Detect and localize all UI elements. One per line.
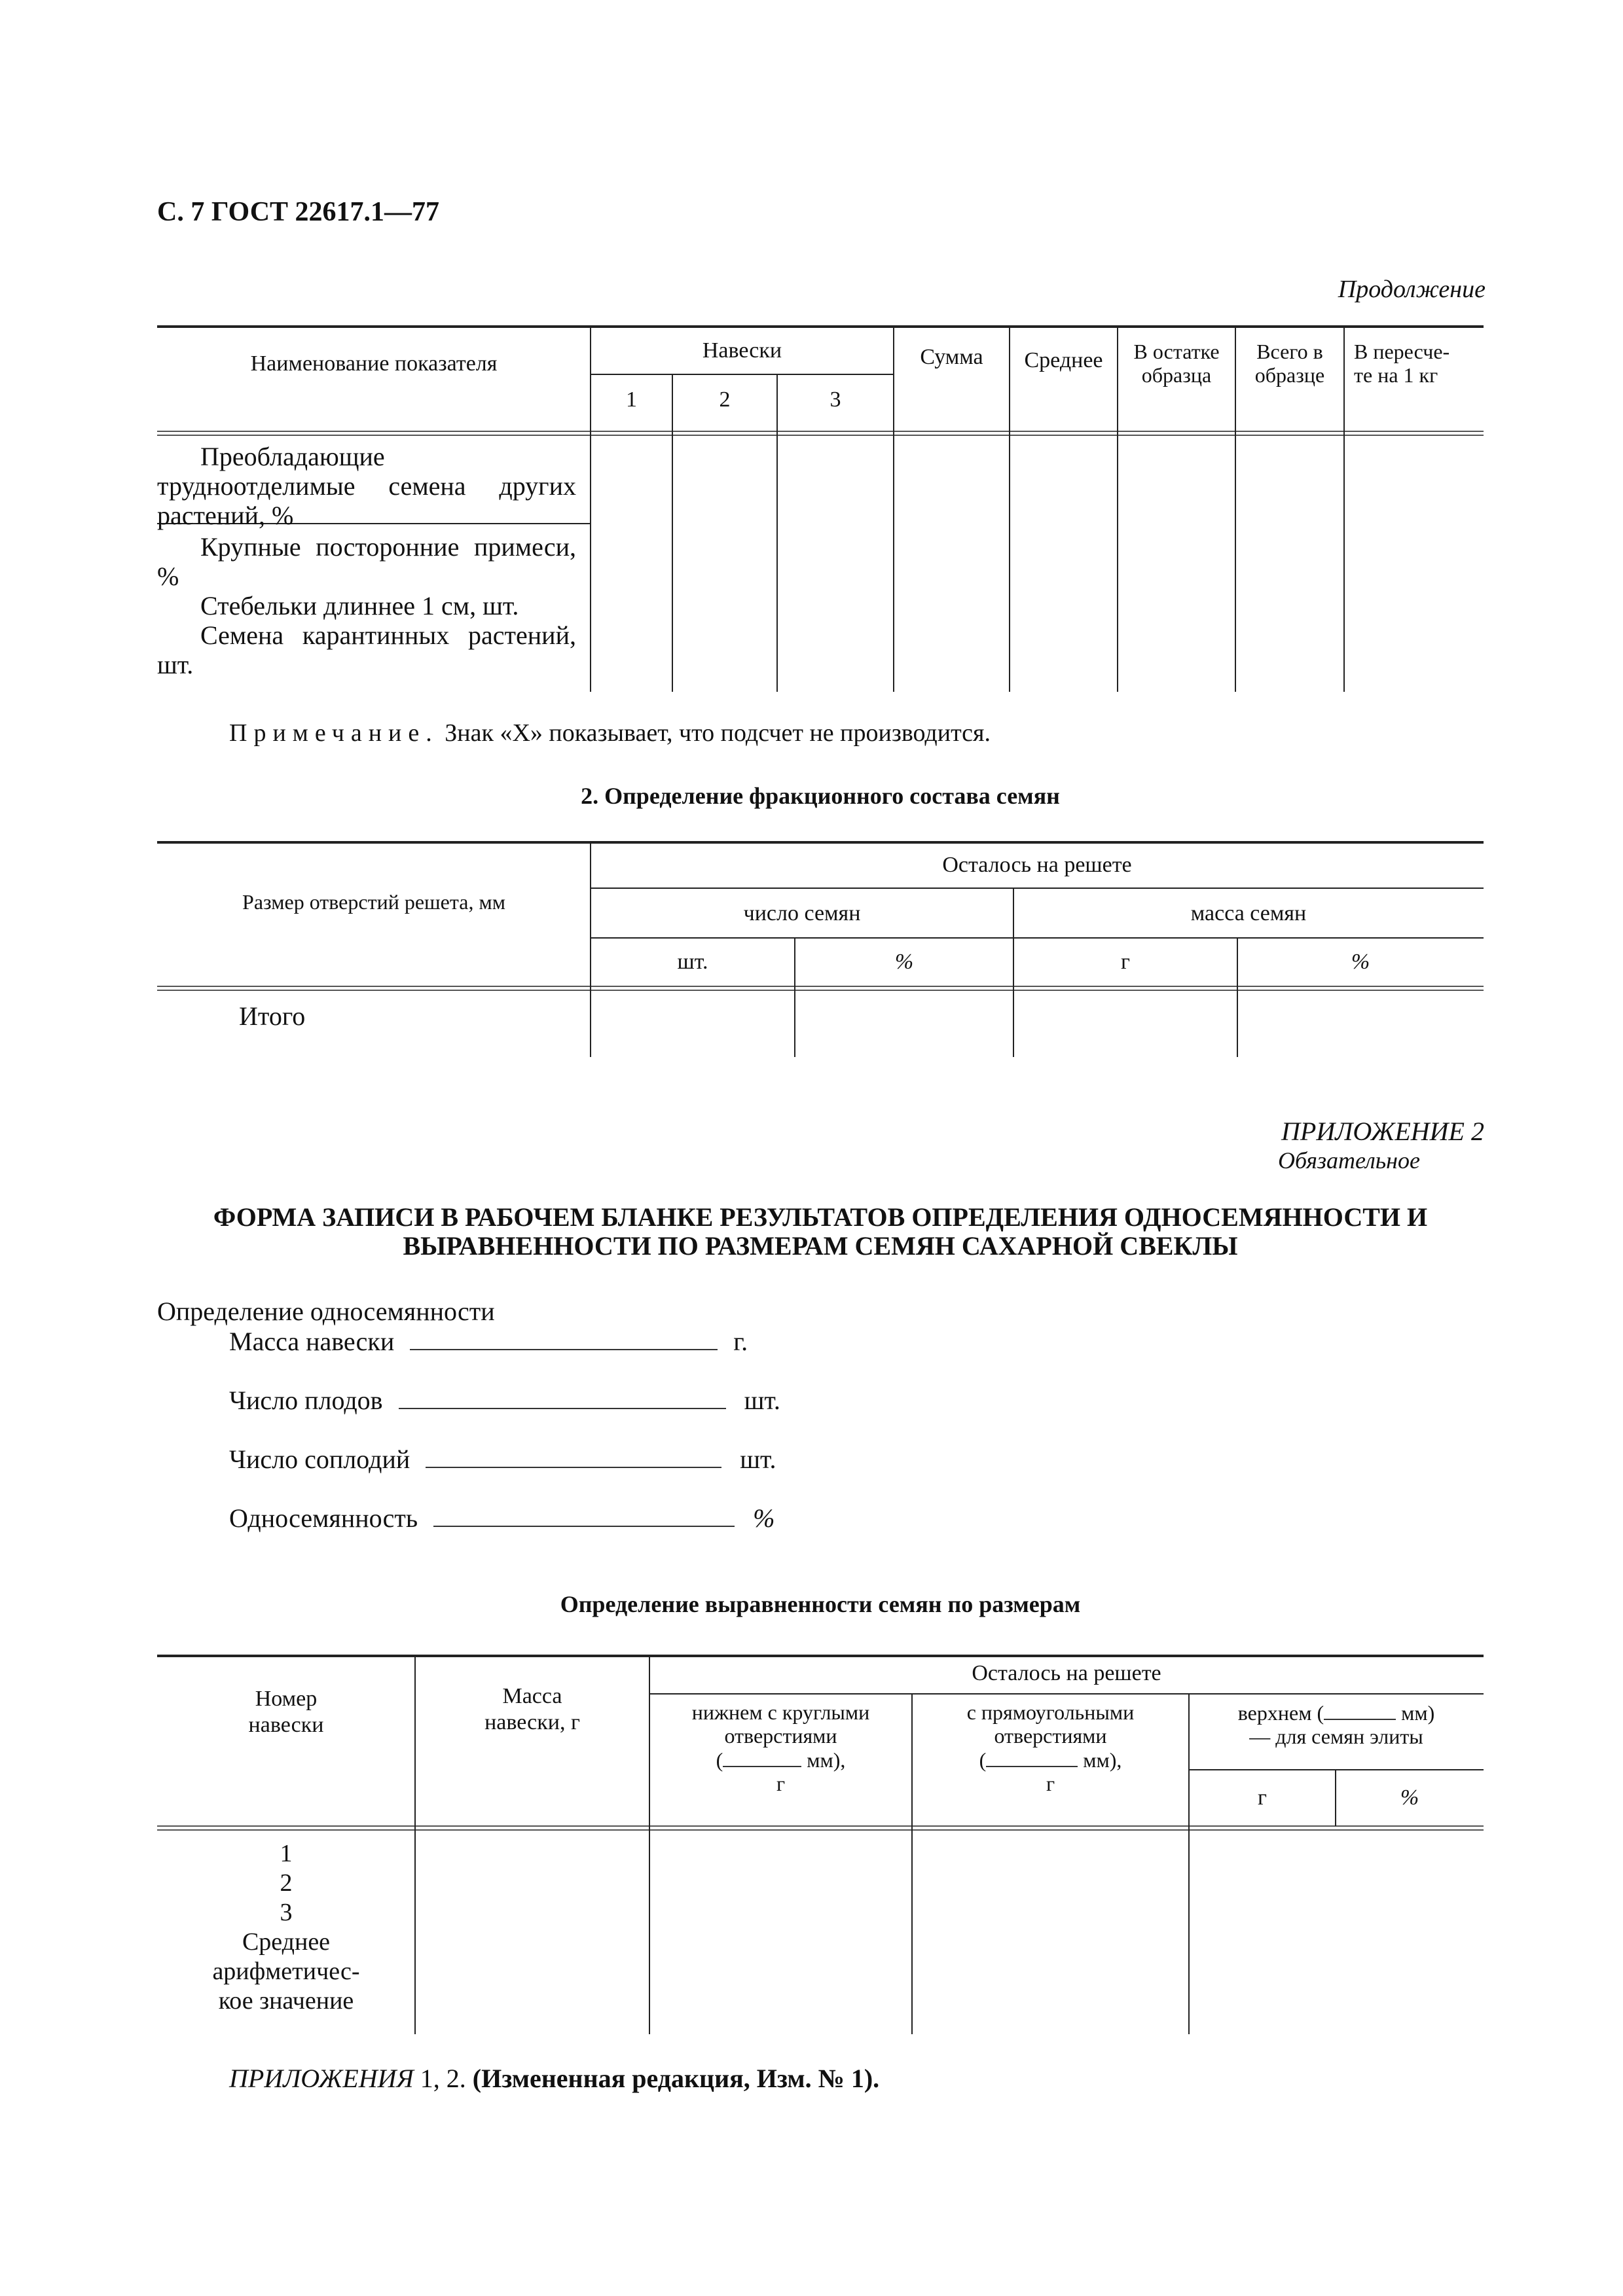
column-left-on-sieve: Осталось на решете	[942, 853, 1132, 877]
unit-percent-count: %	[894, 950, 914, 974]
section-2-title: 2. Определение фракционного состава семян	[581, 783, 1060, 809]
page-reference: С. 7 ГОСТ 22617.1—77	[157, 197, 440, 227]
sample-mass-blank[interactable]	[410, 1329, 718, 1350]
column-sample-number: Номер навески	[248, 1687, 324, 1737]
monogerm-heading: Определение односемянности	[157, 1297, 495, 1326]
column-average: Среднее	[1024, 348, 1103, 372]
column-upper-elite: верхнем ( мм) — для семян элиты	[1237, 1701, 1435, 1748]
unit-percent-mass: %	[1351, 950, 1370, 974]
column-rectangular: с прямоугольными отверстиями ( мм), г	[966, 1700, 1135, 1795]
sample-number-1: 1	[626, 387, 637, 412]
column-remainder: В остатке образца	[1133, 340, 1220, 387]
sample-rows: 1 2 3 Среднее арифметичес- кое значение	[212, 1840, 360, 2015]
seedball-count-blank[interactable]	[426, 1447, 721, 1468]
column-sum: Сумма	[920, 345, 983, 369]
column-left-on-sieve-2: Осталось на решете	[972, 1661, 1161, 1685]
fraction-table	[157, 841, 1484, 1057]
column-sieve-size: Размер отверстий решета, мм	[242, 890, 505, 914]
upper-size-blank[interactable]	[1324, 1700, 1396, 1720]
row-total: Итого	[239, 1001, 306, 1031]
rect-size-blank[interactable]	[986, 1748, 1078, 1767]
note	[229, 719, 991, 747]
appendix-footnote: ПРИЛОЖЕНИЯ 1, 2. (Измененная редакция, Изм. № 1).	[229, 2064, 880, 2093]
column-per-kg: В пересче- те на 1 кг	[1354, 340, 1450, 387]
column-seed-count: число семян	[743, 901, 861, 925]
sample-number-2: 2	[719, 387, 731, 412]
note-label: Примечание.	[229, 719, 439, 747]
field-fruit-count: Число плодов шт.	[229, 1386, 780, 1415]
indicators-table	[157, 325, 1484, 692]
appendix-label: ПРИЛОЖЕНИЕ 2	[1281, 1117, 1484, 1146]
unit-grams: г	[1121, 950, 1130, 974]
note-text: Знак «Х» показывает, что подсчет не производится.	[445, 719, 991, 747]
column-lower-round: нижнем с круглыми отверстиями ( мм), г	[691, 1700, 870, 1795]
appendix-title: ФОРМА ЗАПИСИ В РАБОЧЕМ БЛАНКЕ РЕЗУЛЬТАТОВ ОПРЕДЕЛЕНИЯ ОДНОСЕМЯННОСТИ И ВЫРАВНЕННОСТИ ПО РАЗМЕРАМ СЕМЯН САХАРНОЙ СВЕКЛЫ	[213, 1202, 1428, 1261]
column-total-in-sample: Всего в образце	[1254, 340, 1325, 387]
row-impurities: Крупные посторонние примеси, % Стебельки длиннее 1 см, шт. Семена карантинных растений, шт.	[157, 532, 576, 679]
field-sample-mass: Масса навески г.	[229, 1327, 748, 1356]
field-seedball-count: Число соплодий шт.	[229, 1444, 776, 1474]
row-hard-to-separate-seeds: Преобладающие трудноотделимые семена других растений, %	[157, 442, 576, 530]
fruit-count-blank[interactable]	[399, 1388, 726, 1409]
continuation-label: Продолжение	[1338, 276, 1486, 303]
column-seed-mass: масса семян	[1190, 901, 1307, 925]
lower-size-blank[interactable]	[723, 1748, 801, 1767]
column-indicator-name: Наименование показателя	[250, 351, 498, 376]
unit-pieces: шт.	[677, 950, 708, 974]
column-sample-mass: Масса навески, г	[484, 1684, 580, 1734]
appendix-status: Обязательное	[1278, 1147, 1420, 1174]
field-monogermity: Односемянность %	[229, 1503, 775, 1533]
sample-number-3: 3	[830, 387, 841, 412]
monogermity-blank[interactable]	[433, 1506, 735, 1527]
unit-grams-elite: г	[1258, 1785, 1267, 1810]
unit-percent-elite: %	[1400, 1785, 1419, 1810]
uniformity-table	[157, 1655, 1484, 2034]
column-samples: Навески	[702, 338, 782, 363]
uniformity-title: Определение выравненности семян по размерам	[560, 1591, 1081, 1617]
